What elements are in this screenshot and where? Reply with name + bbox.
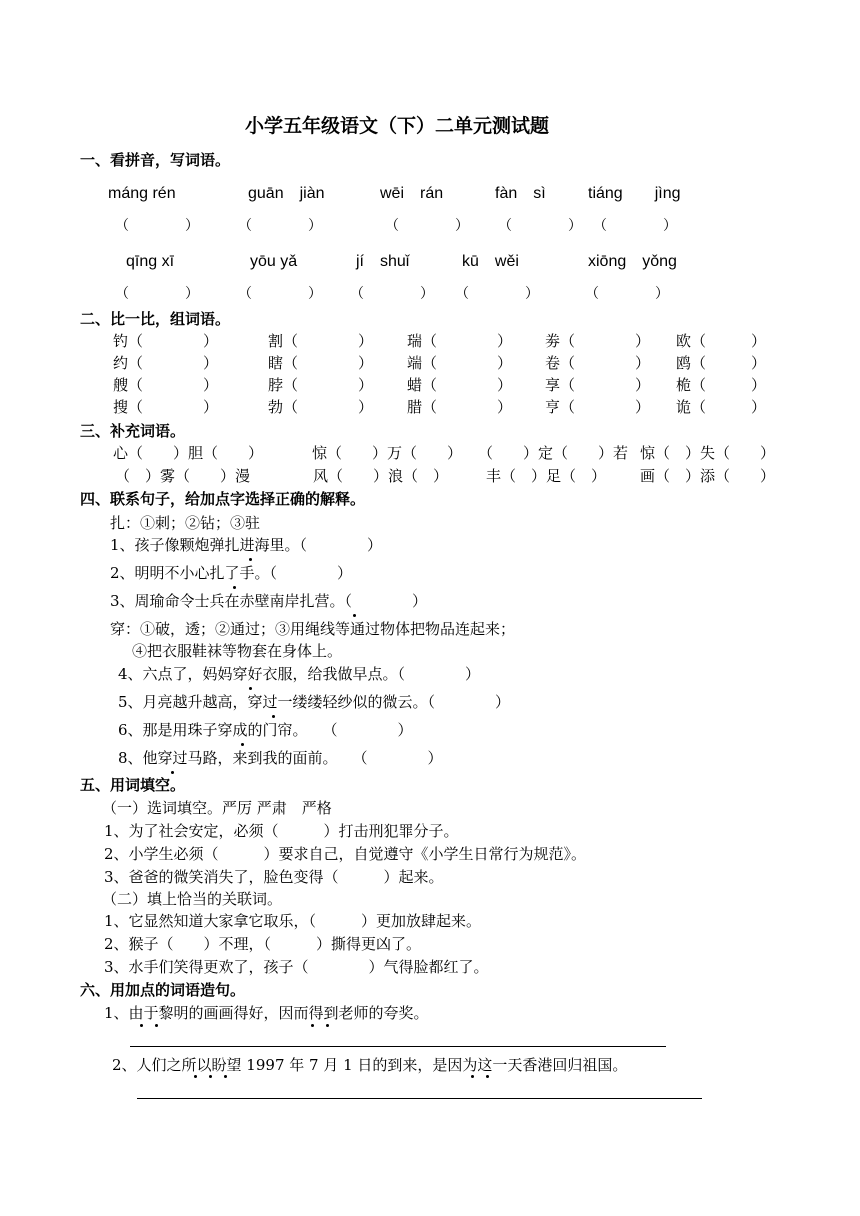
answer-blank[interactable]: （ ） <box>498 218 582 234</box>
section-5-heading: 五、用词填空。 <box>80 776 186 794</box>
section-6-heading: 六、用加点的词语造句。 <box>80 981 246 999</box>
word-group[interactable]: 脖（ ） <box>268 376 374 394</box>
question-item[interactable]: 5、月亮越升越高，穿过一缕缕轻纱似的微云。（ ） <box>118 693 511 711</box>
section-4-heading: 四、联系句子，给加点字选择正确的解释。 <box>80 490 366 508</box>
answer-blank[interactable]: （ ） <box>238 286 322 302</box>
idiom-blank[interactable]: （ ）定（ ）若 <box>478 444 629 462</box>
section-2-heading: 二、比一比，组词语。 <box>80 310 231 328</box>
question-item[interactable]: 3、爸爸的微笑消失了，脸色变得（ ）起来。 <box>104 868 444 886</box>
emphasis-dot <box>353 614 356 617</box>
idiom-blank[interactable]: 惊（ ）失（ ） <box>640 444 776 462</box>
idiom-blank[interactable]: 画（ ）添（ ） <box>640 467 776 485</box>
answer-blank[interactable]: （ ） <box>238 218 322 234</box>
question-item[interactable]: 1、孩子像颗炮弹扎进海里。（ ） <box>110 536 383 554</box>
question-item[interactable]: 2、猴子（ ）不理，（ ）撕得更凶了。 <box>104 935 422 953</box>
answer-blank[interactable]: （ ） <box>455 286 539 302</box>
question-item[interactable]: 2、明明不小心扎了手。（ ） <box>110 564 353 582</box>
emphasis-dot <box>486 1075 489 1078</box>
idiom-blank[interactable]: 丰（ ）足（ ） <box>486 467 607 485</box>
word-group[interactable]: 享（ ） <box>545 376 651 394</box>
page-title: 小学五年级语文（下）二单元测试题 <box>245 115 550 137</box>
word-group[interactable]: 蜡（ ） <box>407 376 513 394</box>
word-group[interactable]: 勃（ ） <box>268 398 374 416</box>
word-group[interactable]: 诡（ ） <box>676 398 767 416</box>
answer-line[interactable] <box>130 1046 666 1047</box>
section-1-heading: 一、看拼音，写词语。 <box>80 151 231 169</box>
answer-blank[interactable]: （ ） <box>350 286 434 302</box>
question-item[interactable]: 4、六点了，妈妈穿好衣服，给我做早点。（ ） <box>118 665 481 683</box>
word-group[interactable]: 亨（ ） <box>545 398 651 416</box>
subsection-title: （一）选词填空。严厉 严肃 严格 <box>102 799 332 817</box>
word-group[interactable]: 瞎（ ） <box>268 354 374 372</box>
pinyin: kū wěi <box>462 253 519 270</box>
pinyin: máng rén <box>108 185 176 202</box>
idiom-blank[interactable]: 惊（ ）万（ ） <box>312 444 463 462</box>
emphasis-dot <box>171 771 174 774</box>
word-group[interactable]: 卷（ ） <box>545 354 651 372</box>
emphasis-dot <box>209 1075 212 1078</box>
emphasis-dot <box>326 1024 329 1027</box>
emphasis-dot <box>233 586 236 589</box>
emphasis-dot <box>241 743 244 746</box>
word-group[interactable]: 端（ ） <box>407 354 513 372</box>
pinyin: yōu yǎ <box>250 253 298 270</box>
definition-chuan: ④把衣服鞋袜等物套在身体上。 <box>132 642 343 660</box>
answer-blank[interactable]: （ ） <box>593 218 677 234</box>
answer-line[interactable] <box>137 1098 702 1099</box>
definition-chuan: 穿：①破，透；②通过；③用绳线等通过物体把物品连起来； <box>110 620 516 638</box>
question-item[interactable]: 3、水手们笑得更欢了，孩子（ ）气得脸都红了。 <box>104 958 489 976</box>
pinyin: jí shuǐ <box>356 253 410 270</box>
subsection-title: （二）填上恰当的关联词。 <box>102 890 283 908</box>
word-group[interactable]: 艘（ ） <box>113 376 219 394</box>
word-group[interactable]: 割（ ） <box>268 332 374 350</box>
definition-zha: 扎：①刺；②钻；③驻 <box>110 514 261 532</box>
emphasis-dot <box>140 1024 143 1027</box>
pinyin: wēi rán <box>380 185 444 202</box>
emphasis-dot <box>194 1075 197 1078</box>
word-group[interactable]: 鸥（ ） <box>676 354 767 372</box>
emphasis-dot <box>249 558 252 561</box>
pinyin: tiáng jìng <box>588 185 681 202</box>
section-3-heading: 三、补充词语。 <box>80 422 186 440</box>
answer-blank[interactable]: （ ） <box>385 218 469 234</box>
idiom-blank[interactable]: （ ）雾（ ）漫 <box>115 467 251 485</box>
emphasis-dot <box>224 1075 227 1078</box>
word-group[interactable]: 桅（ ） <box>676 376 767 394</box>
word-group[interactable]: 钓（ ） <box>113 332 219 350</box>
question-item[interactable]: 8、他穿过马路，来到我的面前。 （ ） <box>118 749 443 767</box>
word-group[interactable]: 约（ ） <box>113 354 219 372</box>
question-item: 1、由于黎明的画画得好，因而得到老师的夸奖。 <box>104 1004 429 1022</box>
question-item[interactable]: 2、小学生必须（ ）要求自己，自觉遵守《小学生日常行为规范》。 <box>104 845 587 863</box>
question-item[interactable]: 6、那是用珠子穿成的门帘。 （ ） <box>118 721 413 739</box>
word-group[interactable]: 腊（ ） <box>407 398 513 416</box>
word-group[interactable]: 欧（ ） <box>676 332 767 350</box>
answer-blank[interactable]: （ ） <box>115 218 199 234</box>
word-group[interactable]: 瑞（ ） <box>407 332 513 350</box>
word-group[interactable]: 劵（ ） <box>545 332 651 350</box>
question-item[interactable]: 1、它显然知道大家拿它取乐，（ ）更加放肆起来。 <box>104 912 482 930</box>
emphasis-dot <box>471 1075 474 1078</box>
answer-blank[interactable]: （ ） <box>585 286 669 302</box>
word-group[interactable]: 搜（ ） <box>113 398 219 416</box>
question-item: 2、人们之所以盼望 1997 年 7 月 1 日的到来，是因为这一天香港回归祖国。 <box>112 1056 628 1074</box>
emphasis-dot <box>155 1024 158 1027</box>
emphasis-dot <box>272 715 275 718</box>
pinyin: fàn sì <box>495 185 546 202</box>
pinyin: qīng xī <box>126 253 175 270</box>
emphasis-dot <box>311 1024 314 1027</box>
emphasis-dot <box>249 687 252 690</box>
pinyin: xiōng yǒng <box>588 253 677 270</box>
idiom-blank[interactable]: 心（ ）胆（ ） <box>113 444 264 462</box>
question-item[interactable]: 1、为了社会安定，必须（ ）打击刑犯罪分子。 <box>104 822 459 840</box>
pinyin: guān jiàn <box>248 185 325 202</box>
answer-blank[interactable]: （ ） <box>115 286 199 302</box>
idiom-blank[interactable]: 风（ ）浪（ ） <box>313 467 449 485</box>
question-item[interactable]: 3、周瑜命令士兵在赤壁南岸扎营。（ ） <box>110 592 428 610</box>
